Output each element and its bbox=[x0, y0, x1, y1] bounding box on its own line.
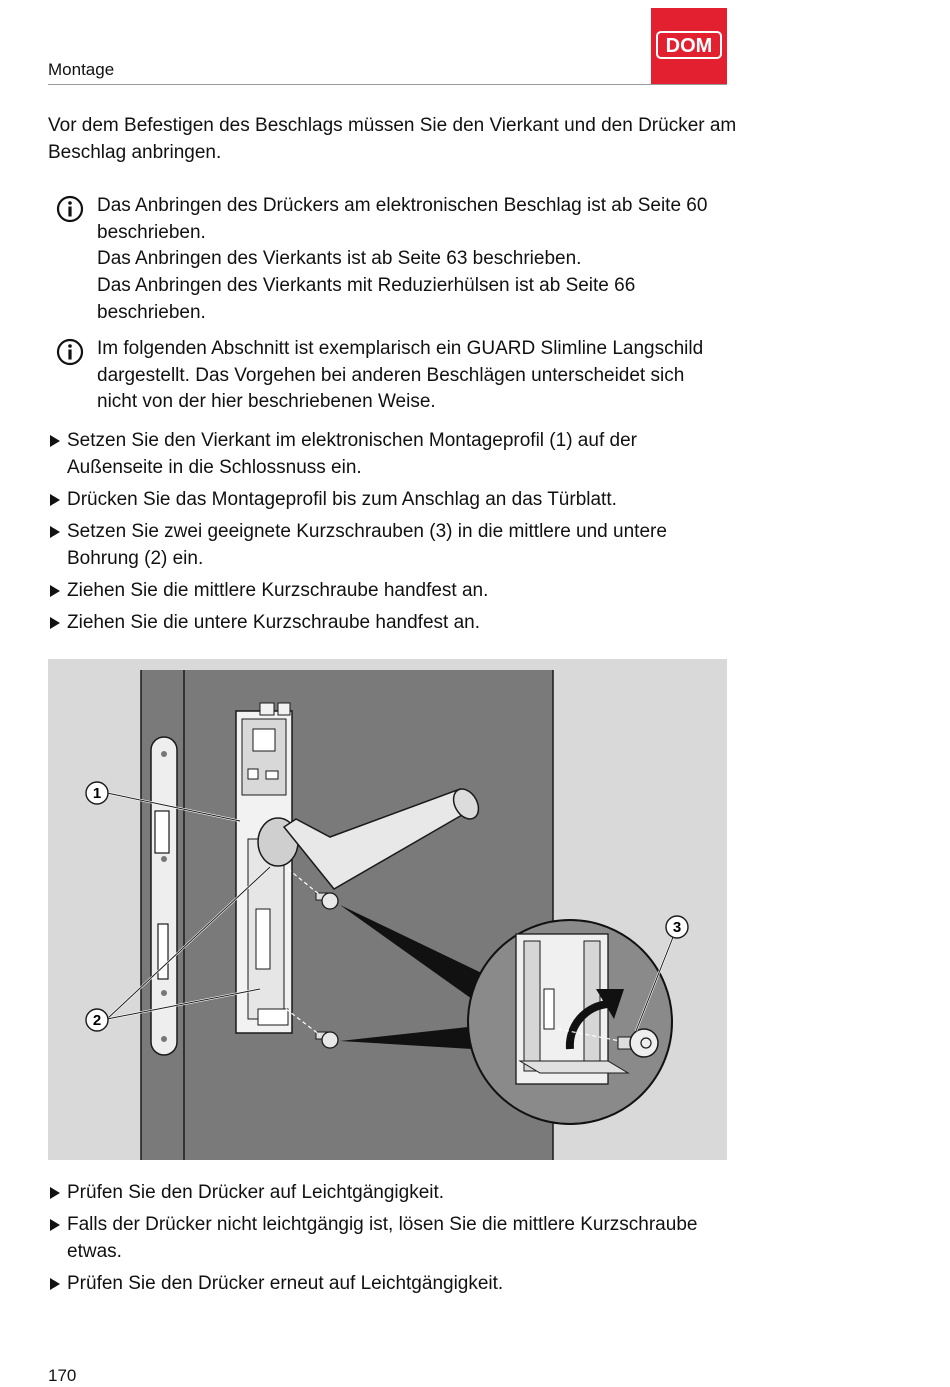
brand-logo bbox=[651, 8, 727, 84]
bullet-triangle-icon bbox=[50, 585, 60, 597]
bullet-triangle-icon bbox=[50, 1187, 60, 1199]
step-text: Drücken Sie das Montageprofil bis zum Anschlag an das Türblatt. bbox=[67, 489, 617, 510]
step-text: Setzen Sie den Vierkant im elektronischen Montageprofil (1) auf der Außenseite in die Schlossnuss ein. bbox=[67, 430, 637, 478]
svg-text:2: 2 bbox=[92, 1012, 102, 1029]
note-line: Das Anbringen des Vierkants ist ab Seite 63 beschrieben. bbox=[97, 248, 582, 270]
note-line: Das Anbringen des Vierkants mit Reduzierhülsen ist ab Seite 66 bbox=[97, 275, 636, 297]
step-text: Prüfen Sie den Drücker auf Leichtgängigkeit. bbox=[67, 1182, 445, 1203]
note-line: dargestellt. Das Vorgehen bei anderen Beschlägen unterscheidet sich bbox=[97, 364, 685, 386]
svg-text:1: 1 bbox=[92, 785, 102, 802]
bullet-triangle-icon bbox=[50, 526, 60, 538]
svg-text:3: 3 bbox=[672, 919, 682, 936]
detail-magnifier bbox=[468, 920, 672, 1124]
note-line: beschrieben. bbox=[97, 221, 206, 243]
step-text: Ziehen Sie die untere Kurzschraube handfest an. bbox=[67, 612, 480, 633]
step-text: Ziehen Sie die mittlere Kurzschraube handfest an. bbox=[67, 580, 489, 601]
header-divider bbox=[48, 84, 727, 85]
installation-figure bbox=[48, 659, 727, 1160]
note-line: beschrieben. bbox=[97, 301, 206, 323]
mounting-profile bbox=[236, 703, 292, 1033]
note-line: Im folgenden Abschnitt ist exemplarisch ein GUARD Slimline Langschild bbox=[97, 338, 704, 359]
callout-3 bbox=[666, 916, 688, 938]
info-icon bbox=[56, 195, 84, 223]
bullet-triangle-icon bbox=[50, 1278, 60, 1290]
page-number: 170 bbox=[48, 1366, 77, 1385]
step-text: Setzen Sie zwei geeignete Kurzschrauben (3) in die mittlere und untere Bohrung (2) ein. bbox=[67, 521, 667, 569]
note-line: nicht von der hier beschriebenen Weise. bbox=[97, 391, 436, 413]
callout-2 bbox=[86, 1009, 108, 1031]
bullet-triangle-icon bbox=[50, 494, 60, 506]
section-title: Montage bbox=[48, 60, 115, 79]
callout-1 bbox=[86, 782, 108, 804]
intro-paragraph: Vor dem Befestigen des Beschlags müssen Sie den Vierkant und den Drücker am Beschlag anbringen. bbox=[48, 115, 737, 163]
note-line: Das Anbringen des Drückers am elektronischen Beschlag ist ab Seite 60 bbox=[97, 195, 708, 216]
step-text: Falls der Drücker nicht leichtgängig ist, lösen Sie die mittlere Kurzschraube etwas. bbox=[67, 1214, 698, 1262]
bullet-triangle-icon bbox=[50, 435, 60, 447]
step-text: Prüfen Sie den Drücker erneut auf Leichtgängigkeit. bbox=[67, 1273, 504, 1294]
bullet-triangle-icon bbox=[50, 617, 60, 629]
info-icon bbox=[56, 338, 84, 366]
bullet-triangle-icon bbox=[50, 1219, 60, 1231]
brand-logo-text: DOM bbox=[665, 35, 713, 57]
